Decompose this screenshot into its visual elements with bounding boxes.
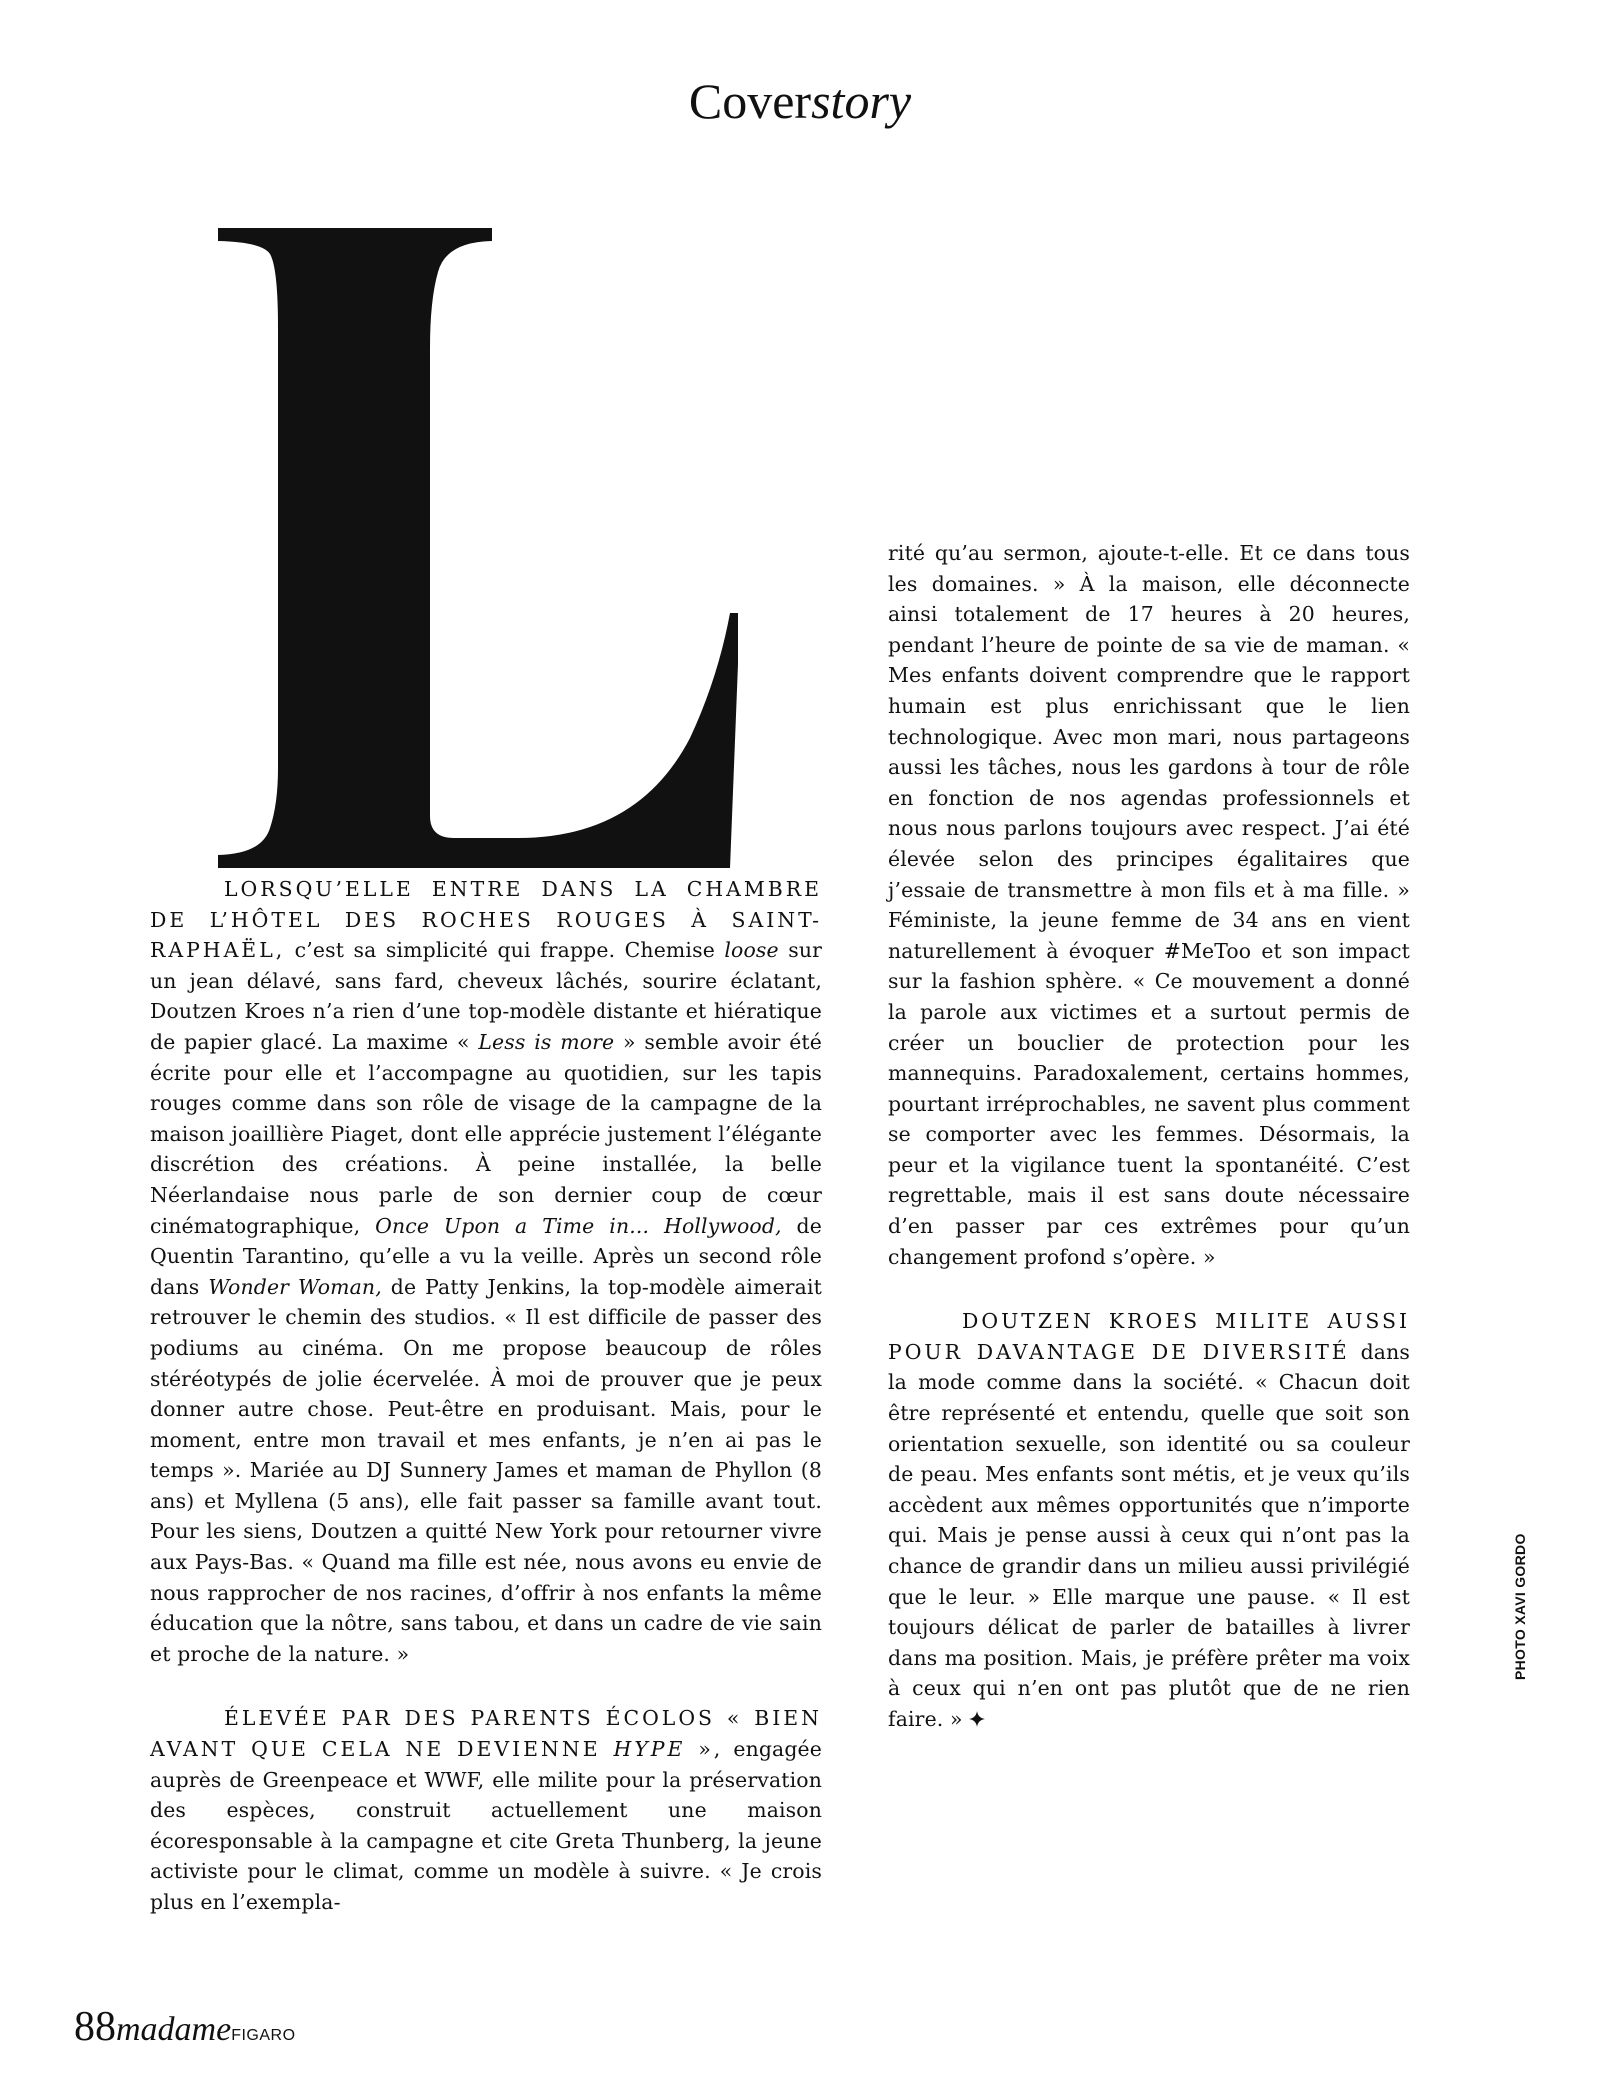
drop-cap xyxy=(218,228,738,868)
magazine-logo-madame: madame xyxy=(116,2011,232,2048)
paragraph-1-lead: LORSQU’ELLE ENTRE DANS LA CHAMBRE DE L’HÔTEL DES ROCHES ROUGES À SAINT-RAPHAËL, xyxy=(150,877,822,963)
paragraph-2-continued: rité qu’au sermon, ajoute-t-elle. Et ce dans tous les domaines. » À la maison, elle déconnecte ainsi totalement de 17 heures à 20 heures, pendant l’heure de pointe de sa vie de maman. « Mes enfants doivent comprendre que le rapport humain est plus enrichissant que le lien technologique. Avec mon mari, nous partageons aussi les tâches, nous les gardons à tour de rôle en fonction de nos agendas professionnels et nous nous parlons toujours avec respect. J’ai été élevée selon des principes égalitaires que j’essaie de transmettre à mon fils et à ma fille. » Féministe, la jeune femme de 34 ans en vient naturellement à évoquer #MeToo et son impact sur la fashion sphère. « Ce mouvement a donné la parole aux victimes et a surtout permis de créer un bouclier de protection pour les mannequins. Paradoxalement, certains hommes, pourtant irréprochables, ne savent plus comment se comporter avec les femmes. Désormais, la peur et la vigilance tuent la spontanéité. C’est regrettable, mais il est sans doute nécessaire d’en passer par ces extrêmes pour qu’un changement profond s’opère. » xyxy=(888,541,1410,1269)
paragraph-1: LORSQU’ELLE ENTRE DANS LA CHAMBRE DE L’HÔTEL DES ROCHES ROUGES À SAINT-RAPHAËL, c’est sa simplicité qui frappe. Chemise loose sur un jean délavé, sans fard, cheveux lâchés, sourire éclatant, Doutzen Kroes n’a rien d’une top-modèle distante et hiératique de papier glacé. La maxime « Less is more » semble avoir été écrite pour elle et l’accompagne au quotidien, sur les tapis rouges comme dans son rôle de visage de la campagne de la maison joaillière Piaget, dont elle apprécie justement l’élégante discrétion des créations. À peine installée, la belle Néerlandaise nous parle de son dernier coup de cœur cinématographique, Once Upon a Time in... Hollywood, de Quentin Tarantino, qu’elle a vu la veille. Après un second rôle dans Wonder Woman, de Patty Jenkins, la top-modèle aimerait retrouver le chemin des studios. « Il est difficile de passer des podiums au cinéma. On me propose beaucoup de rôles stéréotypés de jolie écervelée. À moi de prouver que je peux donner autre chose. Peut-être en produisant. Mais, pour le moment, entre mon travail et mes enfants, je n’en ai pas le temps ». Mariée au DJ Sunnery James et maman de Phyllon (8 ans) et Myllena (5 ans), elle fait passer sa famille avant tout. Pour les siens, Doutzen a quitté New York pour retourner vivre aux Pays-Bas. « Quand ma fille est née, nous avons eu envie de nous rapprocher de nos racines, d’offrir à nos enfants la même éducation que la nôtre, sans tabou, et dans un cadre de vie sain et proche de la nature. » xyxy=(150,877,823,1666)
section-label-cover: Cover xyxy=(688,73,812,129)
section-header xyxy=(0,73,1600,129)
article-column-right xyxy=(888,538,1410,1735)
article-column-left xyxy=(150,874,822,1918)
photo-credit: PHOTO XAVI GORDO xyxy=(1512,1533,1528,1680)
magazine-logo-figaro: FIGARO xyxy=(231,2027,296,2044)
paragraph-2: ÉLEVÉE PAR DES PARENTS ÉCOLOS « BIEN AVANT QUE CELA NE DEVIENNE HYPE », engagée auprès de Greenpeace et WWF, elle milite pour la préservation des espèces, construit actuellement une maison écoresponsable à la campagne et cite Greta Thunberg, la jeune activiste pour le climat, comme un modèle à suivre. « Je crois plus en l’exempla- xyxy=(150,1706,822,1914)
paragraph-3-lead: DOUTZEN KROES MILITE AUSSI POUR DAVANTAGE DE DIVERSITÉ xyxy=(888,1309,1410,1364)
paragraph-3: DOUTZEN KROES MILITE AUSSI POUR DAVANTAGE DE DIVERSITÉ dans la mode comme dans la société. « Chacun doit être représenté et entendu, quelle que soit son orientation sexuelle, son identité ou sa couleur de peau. Mes enfants sont métis, et je veux qu’ils accèdent aux mêmes opportunités que n’importe qui. Mais je pense aussi à ceux qui n’ont pas la chance de grandir dans un milieu aussi privilégié que le leur. » Elle marque une pause. « Il est toujours délicat de parler de batailles à livrer dans ma position. Mais, je préfère prêter ma voix à ceux qui n’en ont pas plutôt que de ne rien faire. » xyxy=(888,1309,1410,1731)
paragraph-2-lead: ÉLEVÉE PAR DES PARENTS ÉCOLOS « BIEN AVANT QUE CELA NE DEVIENNE HYPE », xyxy=(150,1706,822,1762)
page-footer xyxy=(74,2003,296,2051)
four-point-star-icon xyxy=(969,1711,985,1727)
section-label-story: story xyxy=(811,73,912,129)
drop-cap-glyph xyxy=(218,228,738,868)
page-number: 88 xyxy=(74,2004,116,2050)
